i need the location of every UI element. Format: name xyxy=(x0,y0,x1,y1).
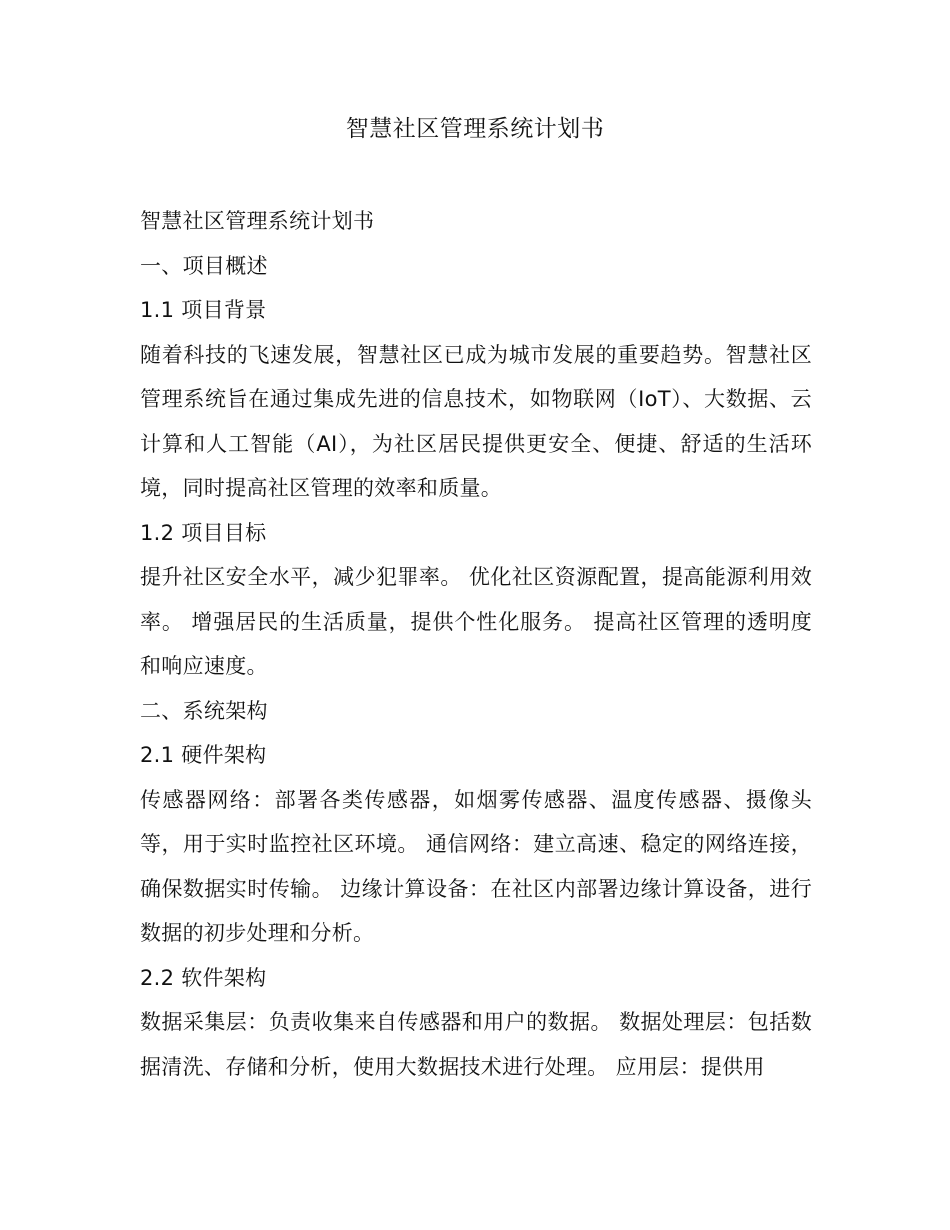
section-heading-1: 一、项目概述 xyxy=(140,253,268,278)
paragraph-hardware-architecture: 传感器网络：部署各类传感器，如烟雾传感器、温度传感器、摄像头等，用于实时监控社区环境。 通信网络：建立高速、稳定的网络连接，确保数据实时传输。 边缘计算设备：在社区内部署边缘计算设备，进行数据的初步处理和分析。 xyxy=(140,787,812,945)
subsection-heading-1-1: 1.1 项目背景 xyxy=(140,298,267,322)
paragraph-project-background: 随着科技的飞速发展，智慧社区已成为城市发展的重要趋势。智慧社区管理系统旨在通过集成先进的信息技术，如物联网（IoT）、大数据、云计算和人工智能（AI），为社区居民提供更安全、便捷、舒适的生活环境，同时提高社区管理的效率和质量。 xyxy=(140,342,812,500)
subsection-heading-1-2: 1.2 项目目标 xyxy=(140,520,267,545)
subsection-heading-2-1: 2.1 硬件架构 xyxy=(140,743,267,767)
paragraph-project-goals: 提升社区安全水平，减少犯罪率。 优化社区资源配置，提高能源利用效率。 增强居民的生活质量，提供个性化服务。 提高社区管理的透明度和响应速度。 xyxy=(140,565,812,678)
paragraph-software-architecture: 数据采集层：负责收集来自传感器和用户的数据。 数据处理层：包括数据清洗、存储和分析，使用大数据技术进行处理。 应用层：提供用 xyxy=(140,1010,812,1079)
document-subtitle: 智慧社区管理系统计划书 xyxy=(140,209,375,233)
document-title: 智慧社区管理系统计划书 xyxy=(345,116,605,142)
subsection-heading-2-2: 2.2 软件架构 xyxy=(140,965,267,990)
document-body xyxy=(140,199,812,1089)
section-heading-2: 二、系统架构 xyxy=(140,698,268,723)
